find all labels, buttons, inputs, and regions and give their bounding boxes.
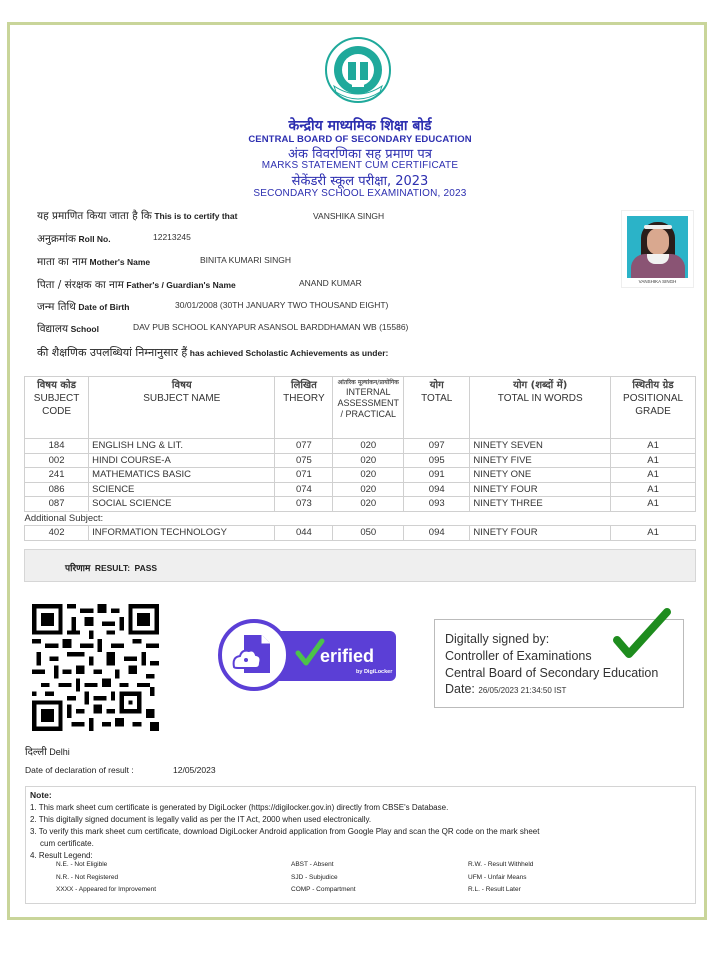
digital-signature-box[interactable] <box>434 619 684 708</box>
header-total-words: योग (शब्दों में) TOTAL IN WORDS <box>470 377 611 439</box>
signed-by-label: Digitally signed by: <box>445 632 550 646</box>
note-item: 2. This digitally signed document is legally valid as per the IT Act, 2000 when used electronically. <box>30 815 372 824</box>
student-photo <box>621 210 694 288</box>
header-subject-code: विषय कोड SUBJECT CODE <box>25 377 89 439</box>
signer-title: Controller of Examinations <box>445 649 592 663</box>
header-total: योग TOTAL <box>404 377 470 439</box>
dob-row: जन्म तिथि Date of Birth 30/01/2008 (30TH JANUARY TWO THOUSAND EIGHT) <box>37 300 389 313</box>
table-row: 402 INFORMATION TECHNOLOGY 044 050 094 NINETY FOUR A1 <box>25 526 696 541</box>
board-name-hindi: केन्द्रीय माध्यमिक शिक्षा बोर्ड <box>288 118 432 134</box>
header-theory: लिखित THEORY <box>275 377 333 439</box>
table-row: 241 MATHEMATICS BASIC 071 020 091 NINETY ONE A1 <box>25 468 696 483</box>
note-item: 4. Result Legend: <box>30 851 93 860</box>
declaration-label: Date of declaration of result : <box>25 765 134 775</box>
declaration-date-row <box>25 765 216 775</box>
result-value: PASS <box>134 563 158 573</box>
table-row: 086 SCIENCE 074 020 094 NINETY FOUR A1 <box>25 482 696 497</box>
result-label: RESULT: <box>94 563 131 573</box>
father-name: ANAND KUMAR <box>299 278 362 288</box>
svg-text:by DigiLocker: by DigiLocker <box>356 669 393 675</box>
notes-title: Note: <box>30 790 52 800</box>
place-of-issue: दिल्ली Delhi <box>25 747 70 758</box>
board-name-english: CENTRAL BOARD OF SECONDARY EDUCATION <box>248 134 472 145</box>
table-row: 002 HINDI COURSE-A 075 020 095 NINETY FIVE A1 <box>25 453 696 468</box>
school-row: विद्यालय School DAV PUB SCHOOL KANYAPUR ASANSOL BARDDHAMAN WB (15586) <box>37 322 409 335</box>
roll-number: 12213245 <box>153 232 191 242</box>
certificate-title-english: MARKS STATEMENT CUM CERTIFICATE <box>261 160 459 171</box>
roll-row: अनुक्रमांक Roll No. 12213245 <box>37 232 191 245</box>
achievement-row: की शैक्षणिक उपलब्धियां निम्नानुसार हैं has achieved Scholastic Achievements as under: <box>37 346 389 359</box>
additional-subject-label-row <box>25 511 696 526</box>
table-row: 184 ENGLISH LNG & LIT. 077 020 097 NINETY SEVEN A1 <box>25 439 696 454</box>
father-row: पिता / संरक्षक का नाम Father's / Guardian's Name ANAND KUMAR <box>37 278 362 291</box>
qr-code-icon[interactable] <box>32 604 159 731</box>
notes-box: Note: 1. This mark sheet cum certificate is generated by DigiLocker (https://digilocker.gov.in) directly from CBSE's Database. 2. This digitally signed document is legally valid as per the IT Act, 2000 when used electronically. 3. To verify this mark sheet cum certificate, download DigiLocker Android application from Google Play and scan the QR code on the mark sheet cum certificate. 4. Result Legend: N.E. - Not Eligible ABST - Absent R.W. - Result Withheld N.R. - Not Registered SJD - Subjudice UFM - Unfair Means XXXX - Appeared for Improvement COMP - Compartment R.L. - Result Later <box>25 786 696 904</box>
note-item: cum certificate. <box>40 839 94 848</box>
exam-title-hindi: सेकेंडरी स्कूल परीक्षा, 2023 <box>291 174 429 189</box>
verified-digilocker-badge <box>218 619 398 691</box>
declaration-date: 12/05/2023 <box>173 765 216 775</box>
header-grade: स्थितीय ग्रेड POSITIONAL GRADE <box>611 377 696 439</box>
cbse-logo-icon <box>324 36 392 104</box>
result-bar <box>24 549 696 582</box>
signature-valid-check-icon <box>611 608 671 666</box>
note-item: 3. To verify this mark sheet cum certificate, download DigiLocker Android application from Google Play and scan the QR code on the mark sheet <box>30 827 540 836</box>
svg-text:erified: erified <box>320 646 375 666</box>
signature-date: Date: 26/05/2023 21:34:50 IST <box>445 682 567 696</box>
certify-row: यह प्रमाणित किया जाता है कि This is to certify that VANSHIKA SINGH <box>37 210 385 222</box>
note-item: 1. This mark sheet cum certificate is generated by DigiLocker (https://digilocker.gov.in) directly from CBSE's Database. <box>30 803 449 812</box>
exam-title-english: SECONDARY SCHOOL EXAMINATION, 2023 <box>253 188 467 199</box>
header-subject-name: विषय SUBJECT NAME <box>89 377 275 439</box>
result-label-hindi: परिणाम <box>65 564 91 574</box>
additional-subject-label: Additional Subject: <box>25 511 696 526</box>
photo-caption: VANSHIKA SINGH <box>638 279 677 284</box>
student-name: VANSHIKA SINGH <box>313 211 385 221</box>
certificate-title-hindi: अंक विवरणिका सह प्रमाण पत्र <box>288 147 432 162</box>
mother-name: BINITA KUMARI SINGH <box>200 255 291 265</box>
school-name: DAV PUB SCHOOL KANYAPUR ASANSOL BARDDHAMAN WB (15586) <box>133 322 409 332</box>
table-header-row <box>25 377 696 439</box>
date-of-birth: 30/01/2008 (30TH JANUARY TWO THOUSAND EIGHT) <box>175 300 389 310</box>
signer-organization: Central Board of Secondary Education <box>445 666 659 680</box>
marks-table <box>24 376 696 541</box>
header-internal: आंतरिक मूल्यांकन/प्रायोगिक INTERNAL ASSESSMENT / PRACTICAL <box>333 377 404 439</box>
table-row: 087 SOCIAL SCIENCE 073 020 093 NINETY THREE A1 <box>25 497 696 512</box>
mother-row: माता का नाम Mother's Name BINITA KUMARI SINGH <box>37 255 291 268</box>
